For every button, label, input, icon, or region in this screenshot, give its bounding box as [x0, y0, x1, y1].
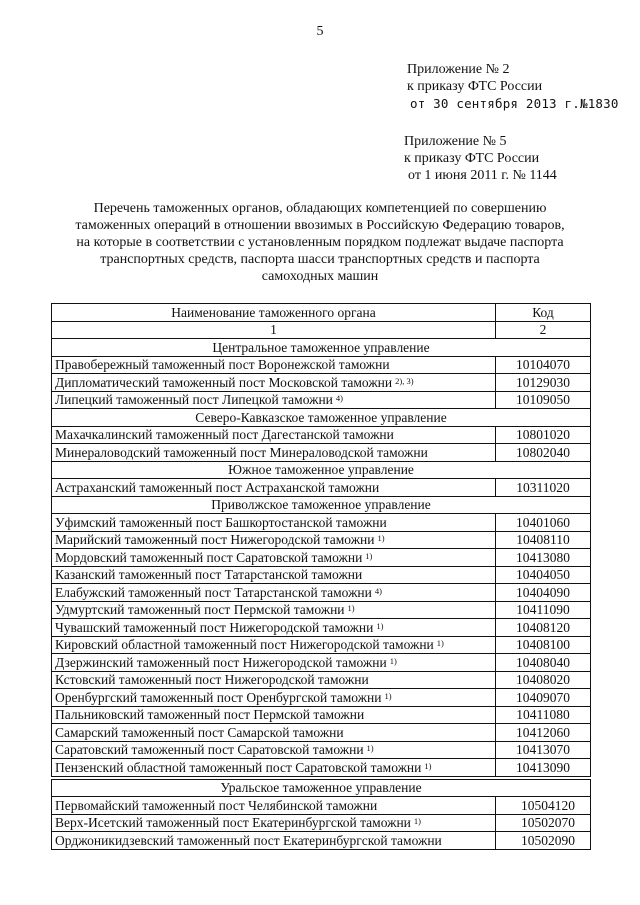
- annex-2-date-stamp: от 30 сентября 2013 г.№1830: [410, 96, 619, 111]
- title-line: транспортных средств, паспорта шасси транспортных средств и паспорта: [100, 252, 540, 267]
- table-row: [52, 549, 591, 567]
- table-row: [52, 479, 591, 497]
- footnote-ref: 1): [347, 603, 355, 613]
- table-row: [52, 759, 591, 777]
- table-row: [52, 706, 591, 724]
- table-row: [52, 426, 591, 444]
- annex-2-title: Приложение № 2: [407, 62, 510, 77]
- table-row: [52, 636, 591, 654]
- office-code-cell: 10404050: [496, 566, 591, 584]
- office-name: Астраханский таможенный пост Астраханской таможни: [55, 479, 380, 495]
- annex-2-header: [407, 61, 619, 112]
- header-code-cell: Код: [496, 304, 591, 322]
- table-row: [52, 374, 591, 392]
- annex-5-date: от 1 июня 2011 г. № 1144: [408, 168, 557, 183]
- column-number-name: 1: [52, 321, 496, 339]
- office-name-cell: [52, 531, 496, 549]
- office-code-cell: 10408040: [496, 654, 591, 672]
- footnote-ref: 1): [424, 760, 432, 771]
- office-name-cell: [52, 759, 496, 777]
- office-name: Правобережный таможенный пост Воронежской таможни: [55, 357, 390, 372]
- office-name: Саратовский таможенный пост Саратовской таможни: [55, 742, 364, 757]
- office-name-cell: [52, 549, 496, 567]
- office-name-cell: [52, 832, 496, 850]
- table-row: [52, 654, 591, 672]
- office-code-cell: 10412060: [496, 724, 591, 742]
- document-title: [40, 200, 600, 285]
- footnote-ref: 2), 3): [395, 375, 414, 386]
- table-row: [52, 566, 591, 584]
- table-row: [52, 724, 591, 742]
- office-name-cell: [52, 636, 496, 654]
- office-name: Мордовский таможенный пост Саратовской таможни: [55, 549, 363, 565]
- office-name-cell: [52, 724, 496, 742]
- office-name: Липецкий таможенный пост Липецкой таможни: [55, 392, 333, 407]
- office-code-cell: 10502070: [496, 814, 591, 832]
- table-row: [52, 619, 591, 637]
- office-code-cell: 10404090: [496, 584, 591, 602]
- office-code-cell: 10409070: [496, 689, 591, 707]
- office-code-cell: 10408120: [496, 619, 591, 637]
- page-number: 5: [316, 24, 324, 39]
- office-code-cell: 10408110: [496, 531, 591, 549]
- office-name: Самарский таможенный пост Самарской таможни: [55, 724, 344, 740]
- footnote-ref: 1): [365, 550, 373, 561]
- customs-offices-table-body: [52, 304, 591, 850]
- table-row: [52, 601, 591, 619]
- office-name: Казанский таможенный пост Татарстанской таможни: [55, 567, 363, 582]
- table-row: [52, 356, 591, 374]
- office-name: Чувашский таможенный пост Нижегородской таможни: [55, 619, 374, 635]
- header-name-cell: Наименование таможенного органа: [52, 304, 496, 322]
- section-row: [52, 779, 591, 797]
- customs-offices-table: [51, 303, 591, 850]
- office-code-cell: 10129030: [496, 374, 591, 392]
- annex-5-header: [404, 133, 557, 184]
- office-name: Марийский таможенный пост Нижегородской таможни: [55, 532, 375, 547]
- table-row: [52, 797, 591, 815]
- table-row: [52, 444, 591, 462]
- office-name-cell: [52, 514, 496, 532]
- footnote-ref: 1): [384, 690, 392, 701]
- office-name-cell: [52, 814, 496, 832]
- office-name: Пальниковский таможенный пост Пермской таможни: [55, 707, 365, 722]
- office-code-cell: 10104070: [496, 356, 591, 374]
- office-code-cell: 10801020: [496, 426, 591, 444]
- section-row: [52, 339, 591, 357]
- section-title: Приволжское таможенное управление: [52, 496, 591, 514]
- office-name: Дзержинский таможенный пост Нижегородской таможни: [55, 654, 387, 670]
- office-name-cell: [52, 374, 496, 392]
- annex-5-title: Приложение № 5: [404, 134, 507, 149]
- footnote-ref: 4): [374, 585, 382, 596]
- table-row: [52, 584, 591, 602]
- office-code-cell: 10411080: [496, 706, 591, 724]
- office-code-cell: 10502090: [496, 832, 591, 850]
- office-name: Кстовский таможенный пост Нижегородской таможни: [55, 672, 369, 687]
- office-code-cell: 10413090: [496, 759, 591, 777]
- office-name: Дипломатический таможенный пост Московской таможни: [55, 374, 393, 390]
- table-row: [52, 741, 591, 759]
- office-name: Махачкалинский таможенный пост Дагестанской таможни: [55, 427, 394, 442]
- footnote-ref: 1): [366, 743, 374, 753]
- office-code-cell: 10802040: [496, 444, 591, 462]
- office-name-cell: [52, 584, 496, 602]
- office-name-cell: [52, 706, 496, 724]
- footnote-ref: 1): [389, 655, 397, 666]
- office-code-cell: 10411090: [496, 601, 591, 619]
- title-line: таможенных операций в отношении ввозимых в Российскую Федерацию товаров,: [75, 218, 565, 233]
- footnote-ref: 4): [335, 393, 343, 403]
- office-name: Удмуртский таможенный пост Пермской таможни: [55, 602, 345, 617]
- section-title: Уральское таможенное управление: [52, 779, 591, 797]
- office-name-cell: [52, 444, 496, 462]
- office-name-cell: [52, 689, 496, 707]
- annex-2-order-ref: к приказу ФТС России: [407, 79, 543, 94]
- table-row: [52, 832, 591, 850]
- table-row: [52, 514, 591, 532]
- office-name-cell: [52, 671, 496, 689]
- office-code-cell: 10408020: [496, 671, 591, 689]
- office-name: Верх-Исетский таможенный пост Екатеринбургской таможни: [55, 815, 411, 830]
- section-title: Северо-Кавказское таможенное управление: [52, 409, 591, 427]
- office-name: Уфимский таможенный пост Башкортостанской таможни: [55, 514, 387, 530]
- office-name-cell: [52, 619, 496, 637]
- section-title: Центральное таможенное управление: [52, 339, 591, 357]
- office-code-cell: 10109050: [496, 391, 591, 409]
- office-name-cell: [52, 391, 496, 409]
- office-name-cell: [52, 654, 496, 672]
- table-row: [52, 689, 591, 707]
- office-name-cell: [52, 426, 496, 444]
- footnote-ref: 1): [436, 638, 444, 648]
- section-row: [52, 461, 591, 479]
- office-code-cell: 10504120: [496, 797, 591, 815]
- footnote-ref: 1): [376, 620, 384, 631]
- office-name-cell: [52, 356, 496, 374]
- title-line: самоходных машин: [261, 269, 379, 284]
- office-name-cell: [52, 797, 496, 815]
- section-row: [52, 496, 591, 514]
- section-title: Южное таможенное управление: [52, 461, 591, 479]
- office-name: Пензенский областной таможенный пост Саратовской таможни: [55, 759, 422, 775]
- table-row: [52, 531, 591, 549]
- table-row: [52, 391, 591, 409]
- table-row: [52, 671, 591, 689]
- table-column-number-row: [52, 321, 591, 339]
- title-line: на которые в соответствии с установленным порядком подлежат выдаче паспорта: [76, 235, 564, 250]
- footnote-ref: 1): [377, 533, 385, 543]
- footnote-ref: 1): [413, 816, 422, 826]
- office-code-cell: 10401060: [496, 514, 591, 532]
- office-name: Орджоникидзевский таможенный пост Екатеринбургской таможни: [55, 832, 442, 848]
- office-name-cell: [52, 741, 496, 759]
- office-name: Кировский областной таможенный пост Нижегородской таможни: [55, 637, 434, 652]
- office-name: Минераловодский таможенный пост Минераловодской таможни: [55, 444, 428, 460]
- section-row: [52, 409, 591, 427]
- office-name-cell: [52, 566, 496, 584]
- office-name-cell: [52, 479, 496, 497]
- title-line: Перечень таможенных органов, обладающих компетенцией по совершению: [93, 201, 547, 216]
- office-code-cell: 10413080: [496, 549, 591, 567]
- office-code-cell: 10311020: [496, 479, 591, 497]
- office-name-cell: [52, 601, 496, 619]
- office-code-cell: 10413070: [496, 741, 591, 759]
- table-header-row: [52, 304, 591, 322]
- annex-5-order-ref: к приказу ФТС России: [404, 151, 540, 166]
- office-code-cell: 10408100: [496, 636, 591, 654]
- office-name: Оренбургский таможенный пост Оренбургской таможни: [55, 689, 382, 705]
- table-row: [52, 814, 591, 832]
- office-name: Первомайский таможенный пост Челябинской таможни: [55, 797, 378, 813]
- office-name: Елабужский таможенный пост Татарстанской таможни: [55, 584, 372, 600]
- column-number-code: 2: [496, 321, 591, 339]
